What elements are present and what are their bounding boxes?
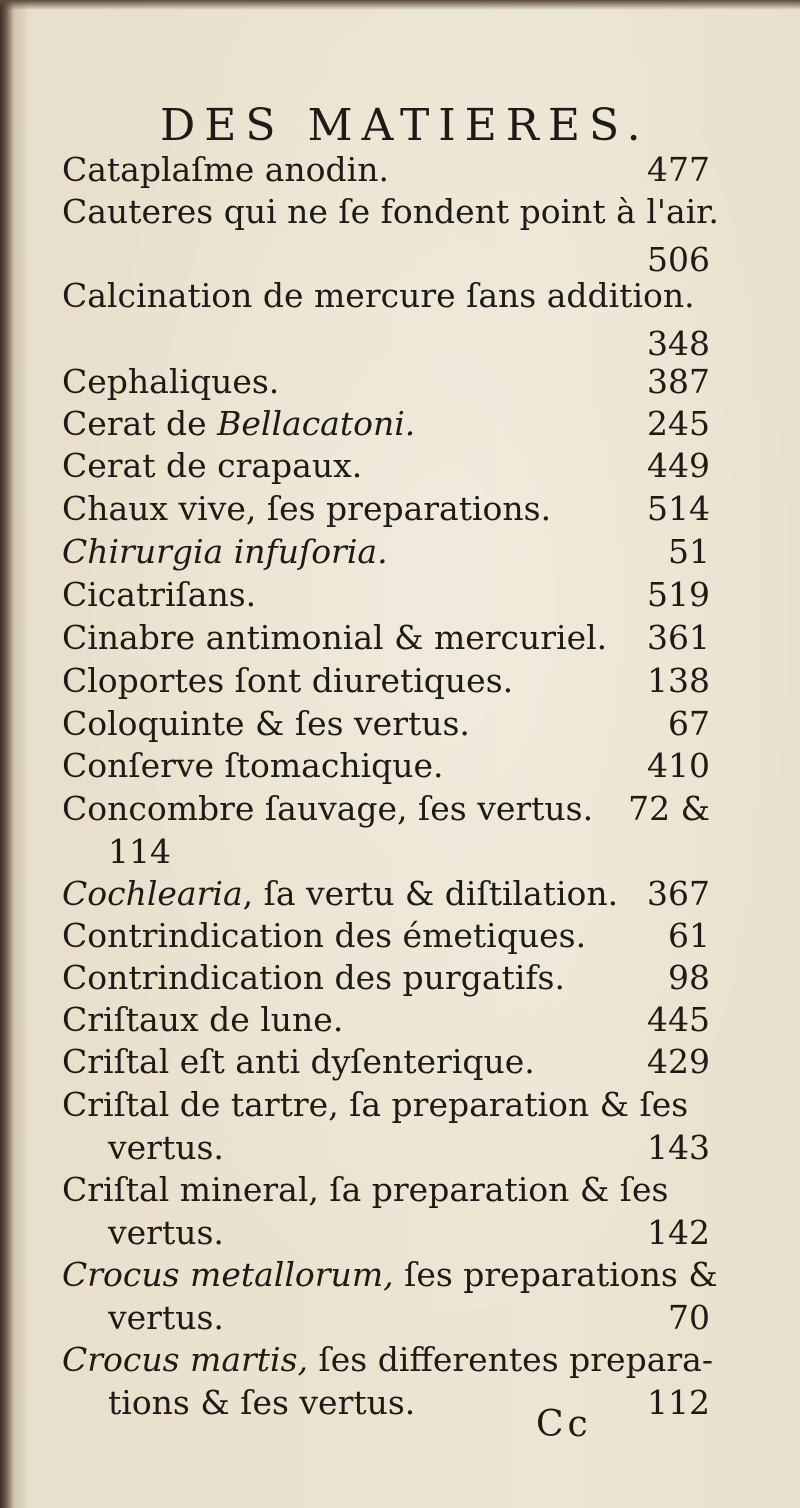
- index-entry: [62, 616, 710, 660]
- entry-label: Criſtal mineral, ſa preparation & ſes: [62, 1170, 669, 1209]
- entry-continuation: 114: [108, 832, 171, 871]
- entry-label: Contrindication des purgatifs.: [62, 958, 565, 997]
- index-entry: [62, 956, 710, 1000]
- index-entry: [62, 1338, 713, 1382]
- entry-continuation: vertus.: [108, 1298, 224, 1337]
- entry-label: Cataplaſme anodin.: [62, 150, 389, 189]
- entry-page: 67: [668, 704, 710, 743]
- entry-label: Calcination de mercure ſans addition.: [62, 276, 695, 315]
- entry-page: 506: [647, 240, 710, 279]
- entry-page: 142: [647, 1213, 710, 1252]
- entry-label-italic: Cochlearia: [62, 874, 243, 913]
- index-entry: [62, 487, 710, 531]
- entry-page: 143: [647, 1128, 710, 1167]
- page-edge-shadow: [0, 0, 800, 10]
- index-entry: [62, 274, 710, 318]
- index-entry: [62, 190, 719, 234]
- entry-continuation: vertus.: [108, 1213, 224, 1252]
- entry-label: Criſtal eſt anti dyſenterique.: [62, 1042, 535, 1081]
- entry-page: 519: [647, 575, 710, 614]
- entry-label-italic: Crocus martis,: [62, 1340, 309, 1379]
- entry-label: Coloquinte & ſes vertus.: [62, 704, 470, 743]
- entry-label: Crocus metallorum, ſes preparations &: [62, 1255, 718, 1294]
- index-entry: [62, 872, 710, 916]
- entry-page: 410: [647, 746, 710, 785]
- index-entry: [62, 148, 710, 192]
- entry-continuation: vertus.: [108, 1128, 224, 1167]
- entry-label: Conſerve ſtomachique.: [62, 746, 444, 785]
- entry-page: 98: [668, 958, 710, 997]
- index-entry: [62, 1168, 710, 1212]
- entry-label: Contrindication des émetiques.: [62, 916, 587, 955]
- entry-label: Crocus martis, ſes differentes prepara-: [62, 1340, 713, 1379]
- entry-page: 387: [647, 362, 710, 401]
- entry-label: Cerat de Bellacatoni.: [62, 404, 416, 443]
- entry-page: 112: [647, 1383, 710, 1422]
- entry-label: Cinabre antimonial & mercuriel.: [62, 618, 608, 657]
- entry-label: Criſtal de tartre, ſa preparation & ſes: [62, 1085, 689, 1124]
- entry-page: 449: [647, 446, 710, 485]
- entry-label: Concombre ſauvage, ſes vertus.: [62, 789, 594, 828]
- entry-page: 70: [668, 1298, 710, 1337]
- index-entry: [62, 744, 710, 788]
- entry-page: 477: [647, 150, 710, 189]
- entry-label: Cauteres qui ne ſe fondent point à l'air.: [62, 192, 719, 231]
- entry-page: 138: [647, 661, 710, 700]
- entry-label-italic: Chirurgia infuſoria.: [62, 532, 388, 571]
- index-entry: [62, 702, 710, 746]
- index-entry: [62, 998, 710, 1042]
- entry-page: 61: [668, 916, 710, 955]
- entry-page: 348: [647, 324, 710, 363]
- entry-label-italic: Crocus metallorum,: [62, 1255, 394, 1294]
- index-entry: [62, 530, 710, 574]
- entry-page: 429: [647, 1042, 710, 1081]
- index-entry: [62, 573, 710, 617]
- index-entry-continuation-line: [62, 1211, 710, 1255]
- index-entry: [62, 914, 710, 958]
- index-entry: [62, 659, 710, 703]
- index-entry-continuation-line: [62, 1381, 710, 1425]
- index-entry-continuation-line: [62, 1126, 710, 1170]
- entry-page: 514: [647, 489, 710, 528]
- entry-label: Cerat de crapaux.: [62, 446, 363, 485]
- index-entry: [62, 360, 710, 404]
- entry-page: 361: [647, 618, 710, 657]
- index-entry: [62, 1040, 710, 1084]
- index-entry: [62, 1253, 718, 1297]
- entry-label: Chaux vive, ſes preparations.: [62, 489, 552, 528]
- entry-page: 367: [647, 874, 710, 913]
- catchword: Cc: [536, 1404, 592, 1445]
- entry-continuation: tions & ſes vertus.: [108, 1383, 416, 1422]
- entry-label: Criſtaux de lune.: [62, 1000, 344, 1039]
- index-entry-continuation-line: [62, 1296, 710, 1340]
- entry-page: 445: [647, 1000, 710, 1039]
- entry-label: Cicatriſans.: [62, 575, 257, 614]
- entry-label: Cloportes ſont diuretiques.: [62, 661, 514, 700]
- index-entry: [62, 402, 710, 446]
- entry-label-italic: Bellacatoni.: [217, 404, 416, 443]
- entry-page: 51: [668, 532, 710, 571]
- entry-page: 245: [647, 404, 710, 443]
- page-header: DES MATIERES.: [160, 100, 650, 151]
- index-entry: [62, 787, 710, 831]
- index-entry: [62, 1083, 710, 1127]
- entry-label: Cochlearia, ſa vertu & diſtilation.: [62, 874, 619, 913]
- entry-page: 72 &: [628, 789, 710, 828]
- entry-label: Cephaliques.: [62, 362, 280, 401]
- index-entry: [62, 444, 710, 488]
